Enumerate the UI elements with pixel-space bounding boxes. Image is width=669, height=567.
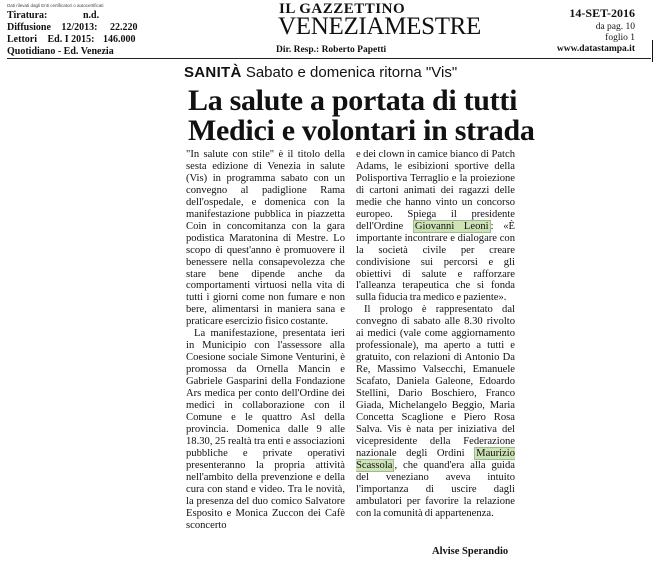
paragraph [356, 149, 515, 304]
kicker [184, 64, 457, 81]
diffusione-value: 22.220 [110, 22, 138, 33]
text-run: , che quand'era alla guida del veneziano aveva intuito l'importanza di uscire dagli ambulatori per favorire la relazione con la comunità di appartenenza. [356, 459, 515, 519]
article-author: Alvise Sperandio [432, 546, 509, 557]
headline-line-2: Medici e volontari in strada [188, 114, 535, 147]
headline-line-1: La salute a portata di tutti [188, 84, 518, 117]
source-notice: Dati rilevati dagli Enti certificatori o autocertificati [7, 3, 104, 8]
highlighted-name: Maurizio Scassola [356, 447, 515, 471]
page-number: da pag. 10 [595, 22, 635, 32]
tiratura-label: Tiratura: [7, 10, 48, 21]
circulation-block [7, 10, 138, 58]
article-column-1 [186, 149, 345, 532]
highlighted-name: Giovanni Leoni [414, 220, 489, 232]
text-run: : «È importante incontrare e dialogare con la società civile per creare condivisione sui percorsi e gli obiettivi di salute e rafforzare l'alleanza terapeutica che si fonda sulla fiducia tra medico e paziente». [356, 220, 515, 304]
lettori-value: 146.000 [102, 34, 136, 45]
tiratura-value: n.d. [83, 10, 100, 21]
publication-date: 14-SET-2016 [569, 6, 635, 20]
sheet-number: foglio 1 [605, 33, 635, 43]
kicker-section: SANITÀ [184, 64, 242, 81]
diffusione-label: Diffusione [7, 22, 51, 33]
masthead-title: IL GAZZETTINO [279, 1, 406, 17]
paragraph: La manifestazione, presentata ieri in Municipio con l'assessore alla Coesione sociale Simone Venturini, è promossa da Ornella Mancin e Gabriele Gasparini della Fondazione Ars medica per conto dell'Ordine dei medici in collaborazione con il Comune e le quattro Asl della provincia. Domenica dalle 9 alle 18.30, 25 realtà tra enti e associazioni pubbliche e private operativi presenteranno la propria attività nell'ambito della prevenzione e della cura con stand e video. Tra le novità, la presenza del duo comico Salvatore Esposito e Monica Zuccon dei Cafè sconcerto [186, 328, 345, 531]
quotidiano-row: Quotidiano - Ed. Venezia [7, 46, 114, 57]
paragraph: "In salute con stile" è il titolo della sesta edizione di Venezia in salute (Vis) in programma sabato con un convegno al padiglione Rama dell'ospedale, e domenica con la manifestazione pubblica in piazzetta Coin in concomitanza con la gara podistica Maratonina di Mestre. Lo scopo di quest'anno è promuovere il benessere nella consapevolezza che stare bene dipende anche da comportamenti virtuosi nella vita di tutti i giorni come non fumare e non bere, alimentarsi in maniera sana e praticare esercizio fisico costante. [186, 149, 345, 328]
text-run: e dei clown in camice bianco di Patch Adams, le esibizioni sportive della Polisportiva Terraglio e la proiezione di cartoni animati dei ragazzi delle medie che hanno vinto un concorso europeo. Spiega il presidente dell'Ordine [356, 149, 515, 232]
lettori-period: Ed. I 2015: [47, 34, 95, 45]
article-column-2 [356, 149, 515, 520]
kicker-text: Sabato e domenica ritorna "Vis" [245, 64, 458, 81]
tiratura-row [7, 10, 138, 22]
masthead-edition: VENEZIAMESTRE [278, 13, 482, 40]
diffusione-row [7, 22, 138, 34]
director-line: Dir. Resp.: Roberto Papetti [276, 45, 387, 55]
page-info [557, 22, 635, 55]
lettori-row [7, 34, 138, 46]
header-divider [7, 58, 651, 59]
text-run: Il prologo è rappresentato dal convegno di sabato alle 8.30 rivolto ai medici (vale come aggiornamento professionale), ma aperto a tutti e gratuito, con relazioni di Antonio Da Re, Massimo Valsecchi, Emanuele Scafato, Daniela Galeone, Edoardo Stellini, Dario Boschiero, Franco Giada, Michelangelo Beggio, Maria Concetta Scaglione e Piero Rosa Salva. Vis è nata per iniziativa del vicepresidente della Federazione nazionale degli Ordini [356, 304, 515, 459]
paragraph [356, 304, 515, 519]
lettori-label: Lettori [7, 34, 37, 45]
edge-marker [652, 40, 653, 62]
diffusione-period: 12/2013: [61, 22, 98, 33]
website: www.datastampa.it [556, 44, 635, 54]
